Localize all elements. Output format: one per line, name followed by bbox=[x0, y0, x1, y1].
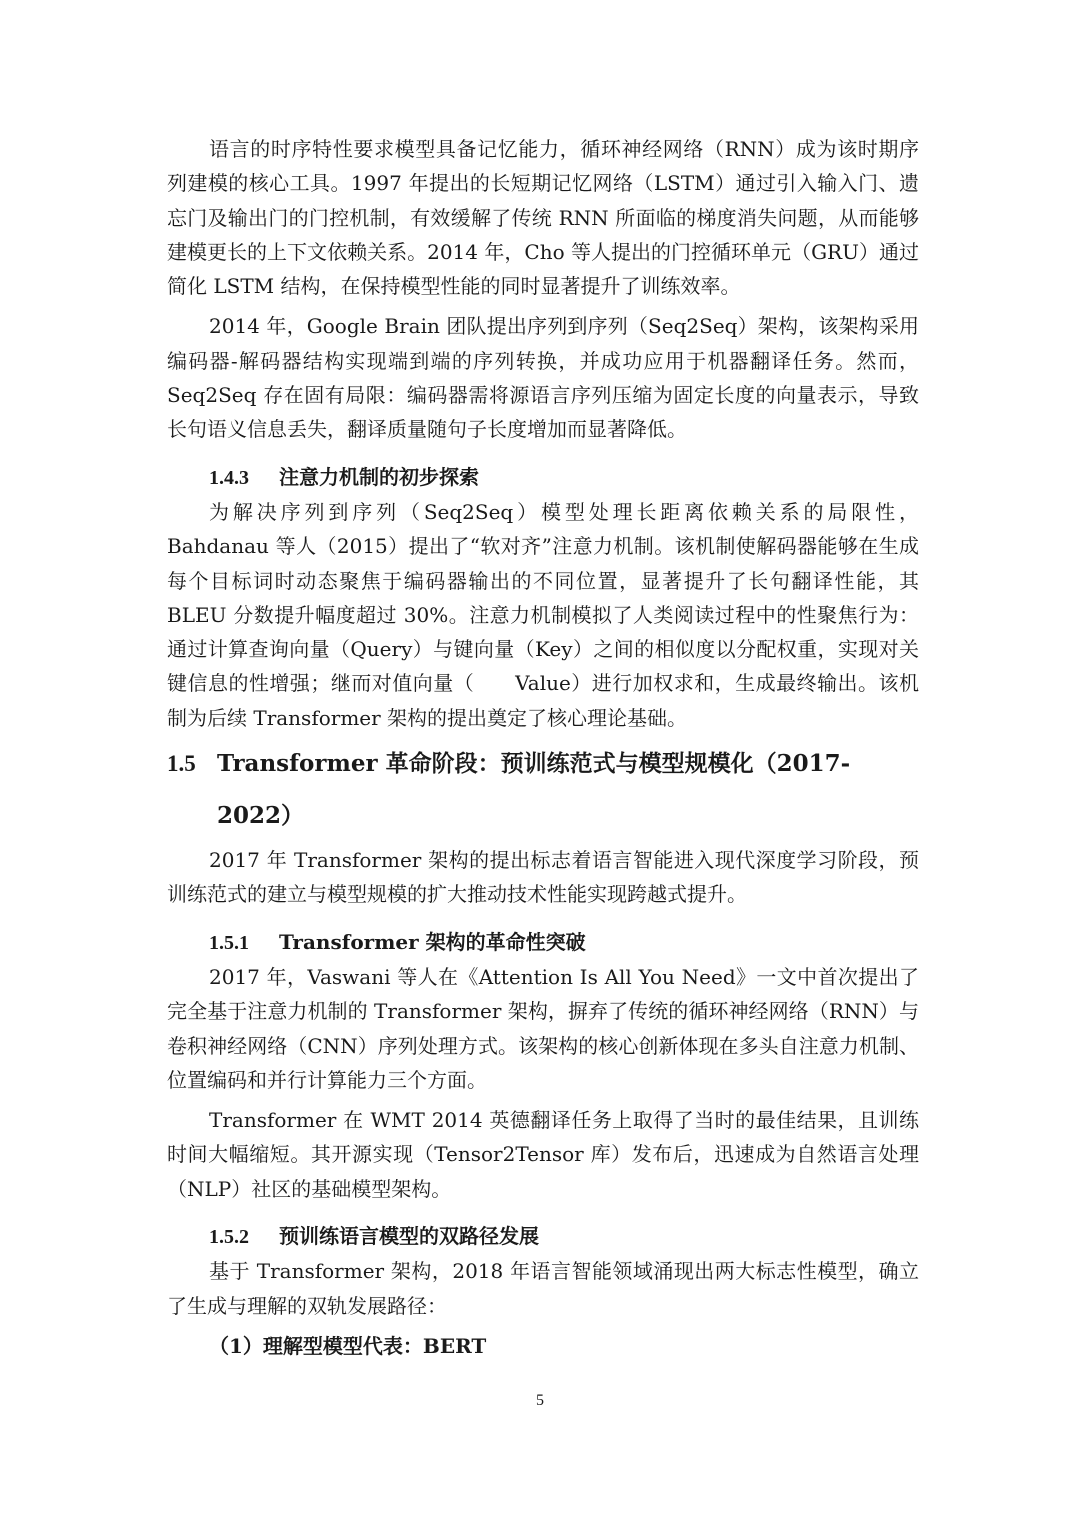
heading-1-5-2 bbox=[167, 1219, 919, 1254]
list-item-bert: （1）理解型模型代表：BERT bbox=[209, 1333, 487, 1358]
heading-number: 1.5 bbox=[167, 751, 196, 777]
page-content bbox=[167, 132, 919, 1363]
heading-title-line-1: Transformer 革命阶段：预训练范式与模型规模化（2017- bbox=[217, 750, 851, 778]
heading-1-4-3 bbox=[167, 460, 919, 495]
paragraph-seq2seq: 2014 年，Google Brain 团队提出序列到序列（Seq2Seq）架构，该架构采用编码器-解码器结构实现端到端的序列转换，并成功应用于机器翻译任务。然而，Seq2Seq 存在固有局限：编码器需将源语言序列压缩为固定长度的向量表示，导致长句语义信息丢失，翻译质量随句子长度增加而显著降低。 bbox=[167, 314, 919, 442]
paragraph-transformer-intro: 2017 年 Transformer 架构的提出标志着语言智能进入现代深度学习阶段，预训练范式的建立与模型规模的扩大推动技术性能实现跨越式提升。 bbox=[167, 848, 919, 907]
paragraph-wmt2014: Transformer 在 WMT 2014 英德翻译任务上取得了当时的最佳结果，且训练时间大幅缩短。其开源实现（Tensor2Tensor 库）发布后，迅速成为自然语言处理（NLP）社区的基础模型架构。 bbox=[167, 1108, 919, 1201]
heading-title: Transformer 架构的革命性突破 bbox=[279, 929, 586, 954]
paragraph-vaswani: 2017 年，Vaswani 等人在《Attention Is All You Need》一文中首次提出了完全基于注意力机制的 Transformer 架构，摒弃了传统的循环神经网络（RNN）与卷积神经网络（CNN）序列处理方式。该架构的核心创新体现在多头自注意力机制、位置编码和并行计算能力三个方面。 bbox=[167, 964, 919, 1092]
paragraph-attention: 为解决序列到序列（Seq2Seq）模型处理长距离依赖关系的局限性，Bahdanau 等人（2015）提出了“软对齐”注意力机制。该机制使解码器能够在生成每个目标词时动态聚焦于编码器输出的不同位置，显著提升了长句翻译性能，其 BLEU 分数提升幅度超过 30%。注意力机制模拟了人类阅读过程中的性聚焦行为：通过计算查询向量（Query）与键向量（Key）之间的相似度以分配权重，实现对关键信息的性增强；继而对值向量（ Value）进行加权求和，生成最终输出。该机制为后续 Transformer 架构的提出奠定了核心理论基础。 bbox=[167, 499, 919, 730]
heading-title: 注意力机制的初步探索 bbox=[279, 464, 479, 489]
heading-title: 预训练语言模型的双路径发展 bbox=[279, 1224, 539, 1249]
heading-number: 1.5.1 bbox=[209, 931, 249, 954]
heading-1-5 bbox=[167, 743, 919, 837]
heading-number: 1.4.3 bbox=[209, 466, 249, 489]
heading-1-5-1 bbox=[167, 925, 919, 960]
paragraph-rnn-lstm-gru: 语言的时序特性要求模型具备记忆能力，循环神经网络（RNN）成为该时期序列建模的核心工具。1997 年提出的长短期记忆网络（LSTM）通过引入输入门、遗忘门及输出门的门控机制，有效缓解了传统 RNN 所面临的梯度消失问题，从而能够建模更长的上下文依赖关系。2014 年，Cho 等人提出的门控循环单元（GRU）通过简化 LSTM 结构，在保持模型性能的同时显著提升了训练效率。 bbox=[167, 137, 919, 299]
heading-title-line-2: 2022） bbox=[217, 802, 305, 830]
heading-number: 1.5.2 bbox=[209, 1226, 249, 1249]
heading-line-1 bbox=[167, 743, 919, 785]
page-number: 5 bbox=[536, 1392, 544, 1409]
paragraph-dual-path: 基于 Transformer 架构，2018 年语言智能领域涌现出两大标志性模型，确立了生成与理解的双轨发展路径： bbox=[167, 1259, 919, 1318]
